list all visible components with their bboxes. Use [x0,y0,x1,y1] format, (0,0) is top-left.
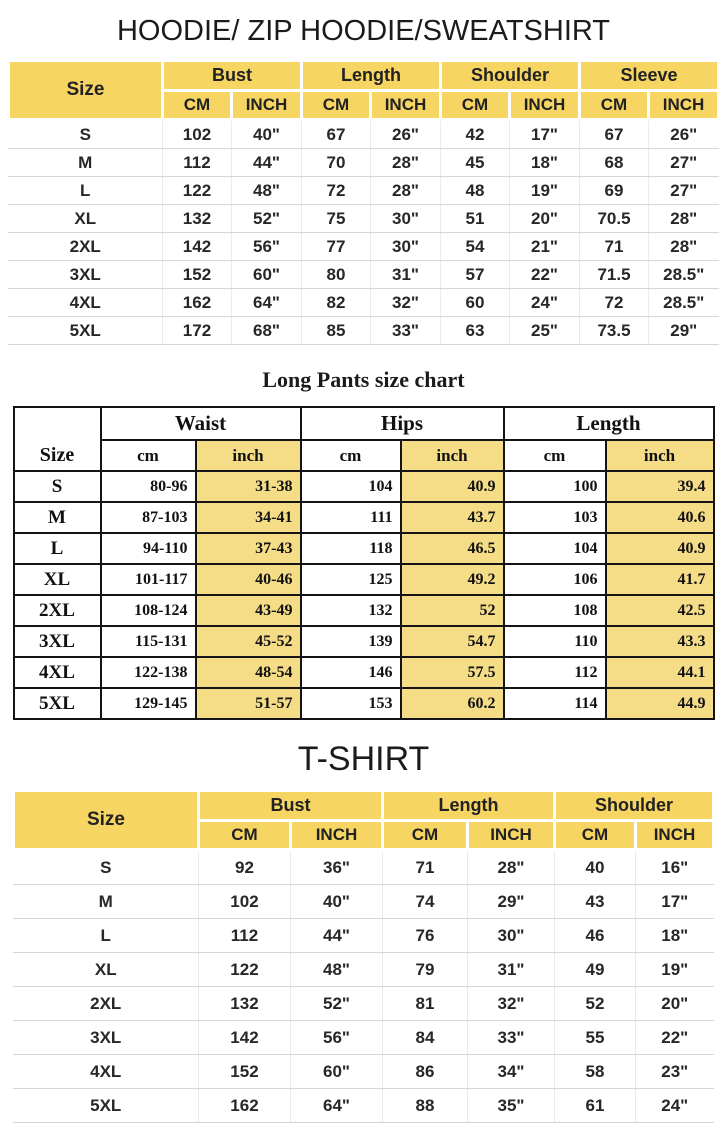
value-cell: 80-96 [101,471,196,502]
value-cell: 132 [198,987,290,1021]
value-cell: 72 [301,177,370,205]
value-cell: 34" [467,1055,554,1089]
unit-cm-header: CM [580,91,649,120]
size-cell: S [13,850,198,885]
table-row [8,205,718,233]
unit-inch-header: inch [401,440,504,471]
hoodie-size-table [7,59,720,345]
value-cell: 125 [301,564,401,595]
table-row [13,1089,713,1123]
pants-header-group-row [14,407,714,440]
value-cell: 104 [301,471,401,502]
value-cell: 153 [301,688,401,719]
value-cell: 69 [580,177,649,205]
size-cell: M [14,502,101,533]
tshirt-chart-title: T-SHIRT [297,740,430,778]
value-cell: 64" [231,289,301,317]
value-cell: 36" [290,850,382,885]
value-cell: 60" [231,261,301,289]
value-cell: 42.5 [606,595,714,626]
value-cell: 122 [162,177,231,205]
value-cell: 18" [509,149,579,177]
table-row [8,261,718,289]
size-cell: 5XL [8,317,162,345]
value-cell: 28.5" [649,261,719,289]
value-cell: 22" [635,1021,713,1055]
value-cell: 43-49 [196,595,301,626]
value-cell: 56" [290,1021,382,1055]
value-cell: 40-46 [196,564,301,595]
size-cell: 2XL [13,987,198,1021]
value-cell: 60.2 [401,688,504,719]
value-cell: 17" [509,120,579,149]
value-cell: 71 [580,233,649,261]
value-cell: 44" [231,149,301,177]
value-cell: 31-38 [196,471,301,502]
hoodie-chart-title: HOODIE/ ZIP HOODIE/SWEATSHIRT [116,15,611,47]
unit-inch-header: inch [606,440,714,471]
table-row [14,657,714,688]
value-cell: 41.7 [606,564,714,595]
value-cell: 49.2 [401,564,504,595]
size-cell: 3XL [14,626,101,657]
size-cell: 4XL [8,289,162,317]
value-cell: 29" [467,885,554,919]
value-cell: 146 [301,657,401,688]
value-cell: 67 [301,120,370,149]
unit-cm-header: CM [301,91,370,120]
value-cell: 92 [198,850,290,885]
value-cell: 118 [301,533,401,564]
value-cell: 60" [290,1055,382,1089]
value-cell: 70 [301,149,370,177]
tshirt-col-bust: Bust [198,791,382,821]
unit-cm-header: cm [504,440,606,471]
value-cell: 18" [635,919,713,953]
table-row [13,885,713,919]
value-cell: 87-103 [101,502,196,533]
table-row [14,688,714,719]
value-cell: 52" [231,205,301,233]
value-cell: 102 [162,120,231,149]
hoodie-col-shoulder: Shoulder [440,61,579,91]
value-cell: 122 [198,953,290,987]
value-cell: 94-110 [101,533,196,564]
pants-size-table [13,406,715,720]
value-cell: 162 [198,1089,290,1123]
unit-cm-header: CM [382,821,467,850]
value-cell: 30" [467,919,554,953]
value-cell: 55 [554,1021,635,1055]
size-cell: XL [13,953,198,987]
value-cell: 139 [301,626,401,657]
value-cell: 122-138 [101,657,196,688]
size-cell: 4XL [13,1055,198,1089]
value-cell: 57.5 [401,657,504,688]
hoodie-col-length: Length [301,61,440,91]
table-row [13,850,713,885]
pants-chart-title: Long Pants size chart [262,367,465,392]
unit-inch-header: INCH [231,91,301,120]
value-cell: 28" [649,205,719,233]
unit-cm-header: CM [554,821,635,850]
value-cell: 80 [301,261,370,289]
value-cell: 40.9 [606,533,714,564]
value-cell: 33" [370,317,440,345]
value-cell: 162 [162,289,231,317]
value-cell: 71.5 [580,261,649,289]
size-cell: L [13,919,198,953]
tshirt-header-group-row [13,791,713,821]
value-cell: 132 [162,205,231,233]
value-cell: 39.4 [606,471,714,502]
value-cell: 33" [467,1021,554,1055]
value-cell: 52 [401,595,504,626]
value-cell: 34-41 [196,502,301,533]
value-cell: 88 [382,1089,467,1123]
value-cell: 108 [504,595,606,626]
value-cell: 114 [504,688,606,719]
size-cell: L [8,177,162,205]
value-cell: 54.7 [401,626,504,657]
value-cell: 28.5" [649,289,719,317]
value-cell: 68 [580,149,649,177]
value-cell: 71 [382,850,467,885]
unit-inch-header: INCH [635,821,713,850]
value-cell: 111 [301,502,401,533]
hoodie-col-bust: Bust [162,61,301,91]
unit-cm-header: CM [162,91,231,120]
value-cell: 74 [382,885,467,919]
value-cell: 37-43 [196,533,301,564]
size-cell: S [14,471,101,502]
table-row [8,149,718,177]
value-cell: 22" [509,261,579,289]
value-cell: 86 [382,1055,467,1089]
value-cell: 152 [198,1055,290,1089]
value-cell: 64" [290,1089,382,1123]
value-cell: 43 [554,885,635,919]
value-cell: 108-124 [101,595,196,626]
value-cell: 84 [382,1021,467,1055]
size-cell: XL [14,564,101,595]
value-cell: 19" [509,177,579,205]
value-cell: 26" [649,120,719,149]
value-cell: 35" [467,1089,554,1123]
value-cell: 63 [440,317,509,345]
size-cell: M [8,149,162,177]
value-cell: 20" [509,205,579,233]
value-cell: 28" [370,149,440,177]
value-cell: 27" [649,177,719,205]
size-cell: S [8,120,162,149]
size-cell: M [13,885,198,919]
tshirt-size-table [12,789,715,1123]
value-cell: 45 [440,149,509,177]
value-cell: 40.9 [401,471,504,502]
value-cell: 82 [301,289,370,317]
value-cell: 26" [370,120,440,149]
table-row [14,595,714,626]
table-row [14,533,714,564]
value-cell: 31" [467,953,554,987]
value-cell: 58 [554,1055,635,1089]
size-cell: 5XL [13,1089,198,1123]
table-row [14,564,714,595]
value-cell: 30" [370,233,440,261]
value-cell: 24" [635,1089,713,1123]
table-row [13,953,713,987]
value-cell: 44.9 [606,688,714,719]
value-cell: 40.6 [606,502,714,533]
value-cell: 100 [504,471,606,502]
table-row [14,471,714,502]
size-cell: XL [8,205,162,233]
value-cell: 112 [162,149,231,177]
table-row [13,1021,713,1055]
hoodie-col-sleeve: Sleeve [580,61,719,91]
value-cell: 115-131 [101,626,196,657]
unit-cm-header: cm [101,440,196,471]
unit-inch-header: inch [196,440,301,471]
value-cell: 17" [635,885,713,919]
value-cell: 72 [580,289,649,317]
value-cell: 68" [231,317,301,345]
hoodie-col-size: Size [8,61,162,120]
value-cell: 81 [382,987,467,1021]
size-cell: 2XL [8,233,162,261]
value-cell: 54 [440,233,509,261]
value-cell: 104 [504,533,606,564]
table-row [8,177,718,205]
value-cell: 43.7 [401,502,504,533]
value-cell: 76 [382,919,467,953]
value-cell: 142 [198,1021,290,1055]
pants-col-waist: Waist [101,407,301,440]
value-cell: 48" [290,953,382,987]
value-cell: 16" [635,850,713,885]
value-cell: 48 [440,177,509,205]
unit-cm-header: CM [198,821,290,850]
pants-col-length: Length [504,407,714,440]
value-cell: 31" [370,261,440,289]
value-cell: 21" [509,233,579,261]
value-cell: 29" [649,317,719,345]
value-cell: 102 [198,885,290,919]
value-cell: 48-54 [196,657,301,688]
unit-inch-header: INCH [467,821,554,850]
value-cell: 32" [370,289,440,317]
value-cell: 110 [504,626,606,657]
value-cell: 20" [635,987,713,1021]
value-cell: 42 [440,120,509,149]
value-cell: 51-57 [196,688,301,719]
value-cell: 77 [301,233,370,261]
unit-inch-header: INCH [509,91,579,120]
value-cell: 19" [635,953,713,987]
size-cell: 2XL [14,595,101,626]
value-cell: 48" [231,177,301,205]
size-cell: 3XL [8,261,162,289]
value-cell: 132 [301,595,401,626]
value-cell: 40" [231,120,301,149]
pants-header-unit-row [14,440,714,471]
value-cell: 57 [440,261,509,289]
tshirt-col-size: Size [13,791,198,850]
value-cell: 46.5 [401,533,504,564]
size-cell: L [14,533,101,564]
value-cell: 28" [649,233,719,261]
value-cell: 67 [580,120,649,149]
value-cell: 79 [382,953,467,987]
size-cell: 3XL [13,1021,198,1055]
value-cell: 40 [554,850,635,885]
value-cell: 30" [370,205,440,233]
value-cell: 75 [301,205,370,233]
size-cell: 5XL [14,688,101,719]
value-cell: 44" [290,919,382,953]
unit-inch-header: INCH [290,821,382,850]
value-cell: 106 [504,564,606,595]
value-cell: 103 [504,502,606,533]
value-cell: 101-117 [101,564,196,595]
tshirt-col-shoulder: Shoulder [554,791,713,821]
unit-inch-header: INCH [370,91,440,120]
value-cell: 32" [467,987,554,1021]
value-cell: 23" [635,1055,713,1089]
value-cell: 142 [162,233,231,261]
pants-col-hips: Hips [301,407,504,440]
table-row [13,1055,713,1089]
unit-cm-header: cm [301,440,401,471]
value-cell: 52" [290,987,382,1021]
value-cell: 60 [440,289,509,317]
value-cell: 25" [509,317,579,345]
value-cell: 27" [649,149,719,177]
table-row [8,120,718,149]
table-row [14,626,714,657]
value-cell: 129-145 [101,688,196,719]
unit-cm-header: CM [440,91,509,120]
value-cell: 51 [440,205,509,233]
table-row [8,317,718,345]
value-cell: 45-52 [196,626,301,657]
value-cell: 24" [509,289,579,317]
value-cell: 28" [370,177,440,205]
value-cell: 112 [198,919,290,953]
value-cell: 56" [231,233,301,261]
table-row [13,987,713,1021]
tshirt-col-length: Length [382,791,554,821]
value-cell: 85 [301,317,370,345]
value-cell: 43.3 [606,626,714,657]
value-cell: 28" [467,850,554,885]
hoodie-header-group-row [8,61,718,91]
value-cell: 152 [162,261,231,289]
value-cell: 73.5 [580,317,649,345]
size-cell: 4XL [14,657,101,688]
pants-col-size: Size [14,407,101,471]
table-row [8,233,718,261]
table-row [13,919,713,953]
value-cell: 61 [554,1089,635,1123]
value-cell: 172 [162,317,231,345]
table-row [8,289,718,317]
value-cell: 40" [290,885,382,919]
value-cell: 52 [554,987,635,1021]
table-row [14,502,714,533]
unit-inch-header: INCH [649,91,719,120]
value-cell: 44.1 [606,657,714,688]
value-cell: 112 [504,657,606,688]
value-cell: 46 [554,919,635,953]
value-cell: 70.5 [580,205,649,233]
value-cell: 49 [554,953,635,987]
